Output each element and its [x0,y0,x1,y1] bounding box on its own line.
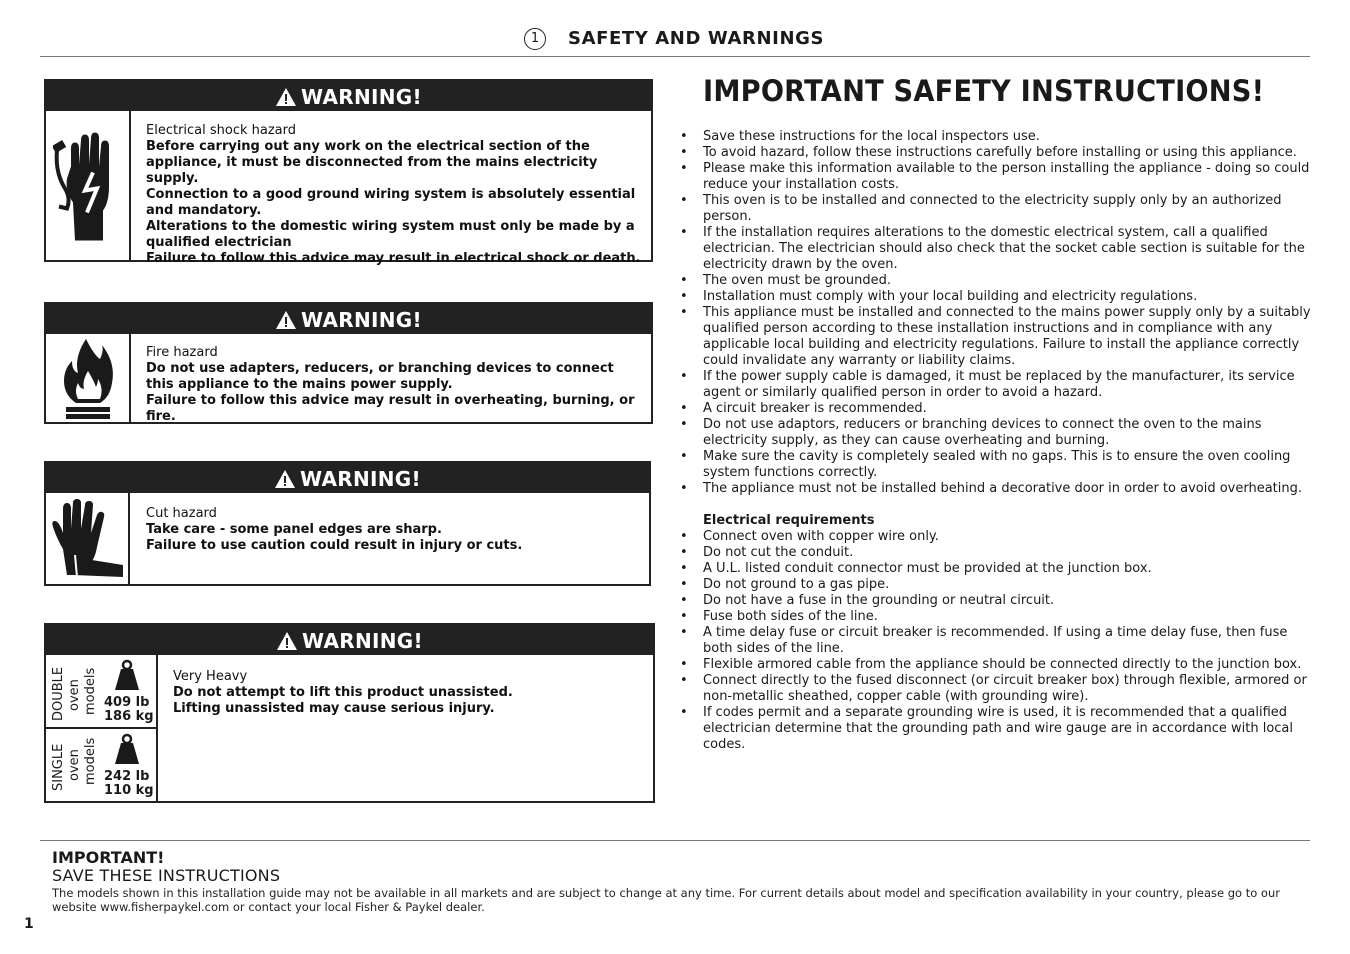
footer-important: IMPORTANT! [52,848,165,867]
warning-triangle-icon [276,631,298,651]
list-item: • If the power supply cable is damaged, it must be replaced by the manufacturer, its service agent or similarly qualified person in order to avoid a hazard. [680,369,1312,401]
model-sub: oven [67,679,82,711]
instructions-list [680,129,1312,753]
warning-label: WARNING! [300,467,421,491]
warning-text [146,345,641,425]
list-item: • Make sure the cavity is completely sealed with no gaps. This is to ensure the oven cooling system functions correctly. [680,449,1312,481]
model-sub: models [83,737,98,785]
model-type: SINGLE [51,743,66,791]
model-sub: oven [67,749,82,781]
list-item: • Do not have a fuse in the grounding or neutral circuit. [680,593,1312,609]
list-item: • Do not cut the conduit. [680,545,1312,561]
warning-text [146,123,641,267]
warning-text [146,506,641,554]
warning-header [46,304,651,334]
hazard-title: Electrical shock hazard [146,123,297,138]
electric-shock-icon [53,128,123,243]
warning-box-cut [44,461,651,586]
list-item: • To avoid hazard, follow these instructions carefully before installing or using this appliance. [680,145,1312,161]
warning-label: WARNING! [301,85,422,109]
list-item: • Installation must comply with your local building and electricity regulations. [680,289,1312,305]
footer-divider [40,840,1310,841]
warning-box-fire [44,302,653,424]
warning-triangle-icon [275,87,297,107]
list-item: • The appliance must not be installed behind a decorative door in order to avoid overheating. [680,481,1312,497]
weight-lb: 409 lb [104,695,150,710]
list-item: • Flexible armored cable from the appliance should be connected directly to the junction box. [680,657,1312,673]
icon-cell [46,493,130,584]
hazard-title: Very Heavy [173,669,248,684]
weight-kg: 110 kg [104,783,154,798]
icon-cell [46,111,131,260]
warning-line: Before carrying out any work on the electrical section of the appliance, it must be disconnected from the mains electricity supply. [146,139,598,186]
warning-label: WARNING! [302,629,423,653]
list-item: • The oven must be grounded. [680,273,1312,289]
weight-icon [114,733,140,765]
list-item: • If the installation requires alterations to the domestic electrical system, call a qualified electrician. The electrician should also check that the socket cable section is suitable for the electricity drawn by the oven. [680,225,1312,273]
hazard-title: Cut hazard [146,506,217,521]
warning-box-electrical [44,79,653,266]
weight-lb: 242 lb [104,769,150,784]
weight-row-double [46,655,156,729]
warning-line: Alterations to the domestic wiring system must only be made by a qualified electrician [146,219,635,250]
hazard-title: Fire hazard [146,345,218,360]
cut-hazard-icon [49,499,125,579]
warning-triangle-icon [275,310,297,330]
chapter-number: 1 [524,28,546,50]
warning-line: Failure to use caution could result in injury or cuts. [146,538,523,553]
list-item: • This oven is to be installed and connected to the electricity supply only by an authorized person. [680,193,1312,225]
list-item: • Save these instructions for the local inspectors use. [680,129,1312,145]
weight-row-single [46,729,156,801]
warning-line: Failure to follow this advice may result in electrical shock or death. [146,251,641,266]
page-header [40,26,1310,57]
list-item: • A time delay fuse or circuit breaker is recommended. If using a time delay fuse, then fuse both sides of the line. [680,625,1312,657]
footer-disclaimer: The models shown in this installation guide may not be available in all markets and are subject to change at any time. For current details about model and specification availability in your country, please go to our website www.fisherpaykel.com or contact your local Fisher & Paykel dealer. [52,886,1280,914]
weight-table [46,655,158,801]
warning-line: Do not use adapters, reducers, or branching devices to connect this appliance to the mains power supply. [146,361,614,392]
list-item: • A circuit breaker is recommended. [680,401,1312,417]
page-title: SAFETY AND WARNINGS [568,28,825,49]
electrical-requirements-title: Electrical requirements [703,513,875,528]
weight-icon [114,659,140,691]
page-number: 1 [24,916,34,932]
weight-kg: 186 kg [104,709,154,724]
list-item: • Do not ground to a gas pipe. [680,577,1312,593]
warning-line: Take care - some panel edges are sharp. [146,522,442,537]
warning-header [46,463,649,493]
list-item: • Please make this information available to the person installing the appliance - doing so could reduce your installation costs. [680,161,1312,193]
list-item: • A U.L. listed conduit connector must be provided at the junction box. [680,561,1312,577]
fire-hazard-icon [60,337,116,419]
list-item: • Do not use adaptors, reducers or branching devices to connect the oven to the mains electricity supply, as they can cause overheating and burning. [680,417,1312,449]
instructions-title: IMPORTANT SAFETY INSTRUCTIONS! [703,74,1265,108]
list-item: • If codes permit and a separate grounding wire is used, it is recommended that a qualified electrician determine that the grounding path and wire gauge are in accordance with local codes. [680,705,1312,753]
warning-header [46,625,653,655]
warning-line: Connection to a good ground wiring system is absolutely essential and mandatory. [146,187,636,218]
warning-line: Failure to follow this advice may result in overheating, burning, or fire. [146,393,635,424]
warning-text [173,669,643,717]
warning-box-heavy [44,623,655,803]
icon-cell [46,334,131,422]
warning-line: Do not attempt to lift this product unassisted. [173,685,513,700]
warning-line: Lifting unassisted may cause serious injury. [173,701,495,716]
footer-save-instructions: SAVE THESE INSTRUCTIONS [52,866,281,885]
list-item: • Fuse both sides of the line. [680,609,1312,625]
list-item: • Connect oven with copper wire only. [680,529,1312,545]
list-item: • Connect directly to the fused disconnect (or circuit breaker box) through flexible, armored or non-metallic sheathed, copper cable (with grounding wire). [680,673,1312,705]
warning-triangle-icon [274,469,296,489]
warning-header [46,81,651,111]
model-type: DOUBLE [51,666,66,721]
list-item: • This appliance must be installed and connected to the mains power supply only by a suitably qualified person according to these installation instructions and in compliance with any applicable local building and electricity regulations. Failure to install the appliance correctly could invalidate any warranty or liability claims. [680,305,1312,369]
warning-label: WARNING! [301,308,422,332]
model-sub: models [83,667,98,715]
